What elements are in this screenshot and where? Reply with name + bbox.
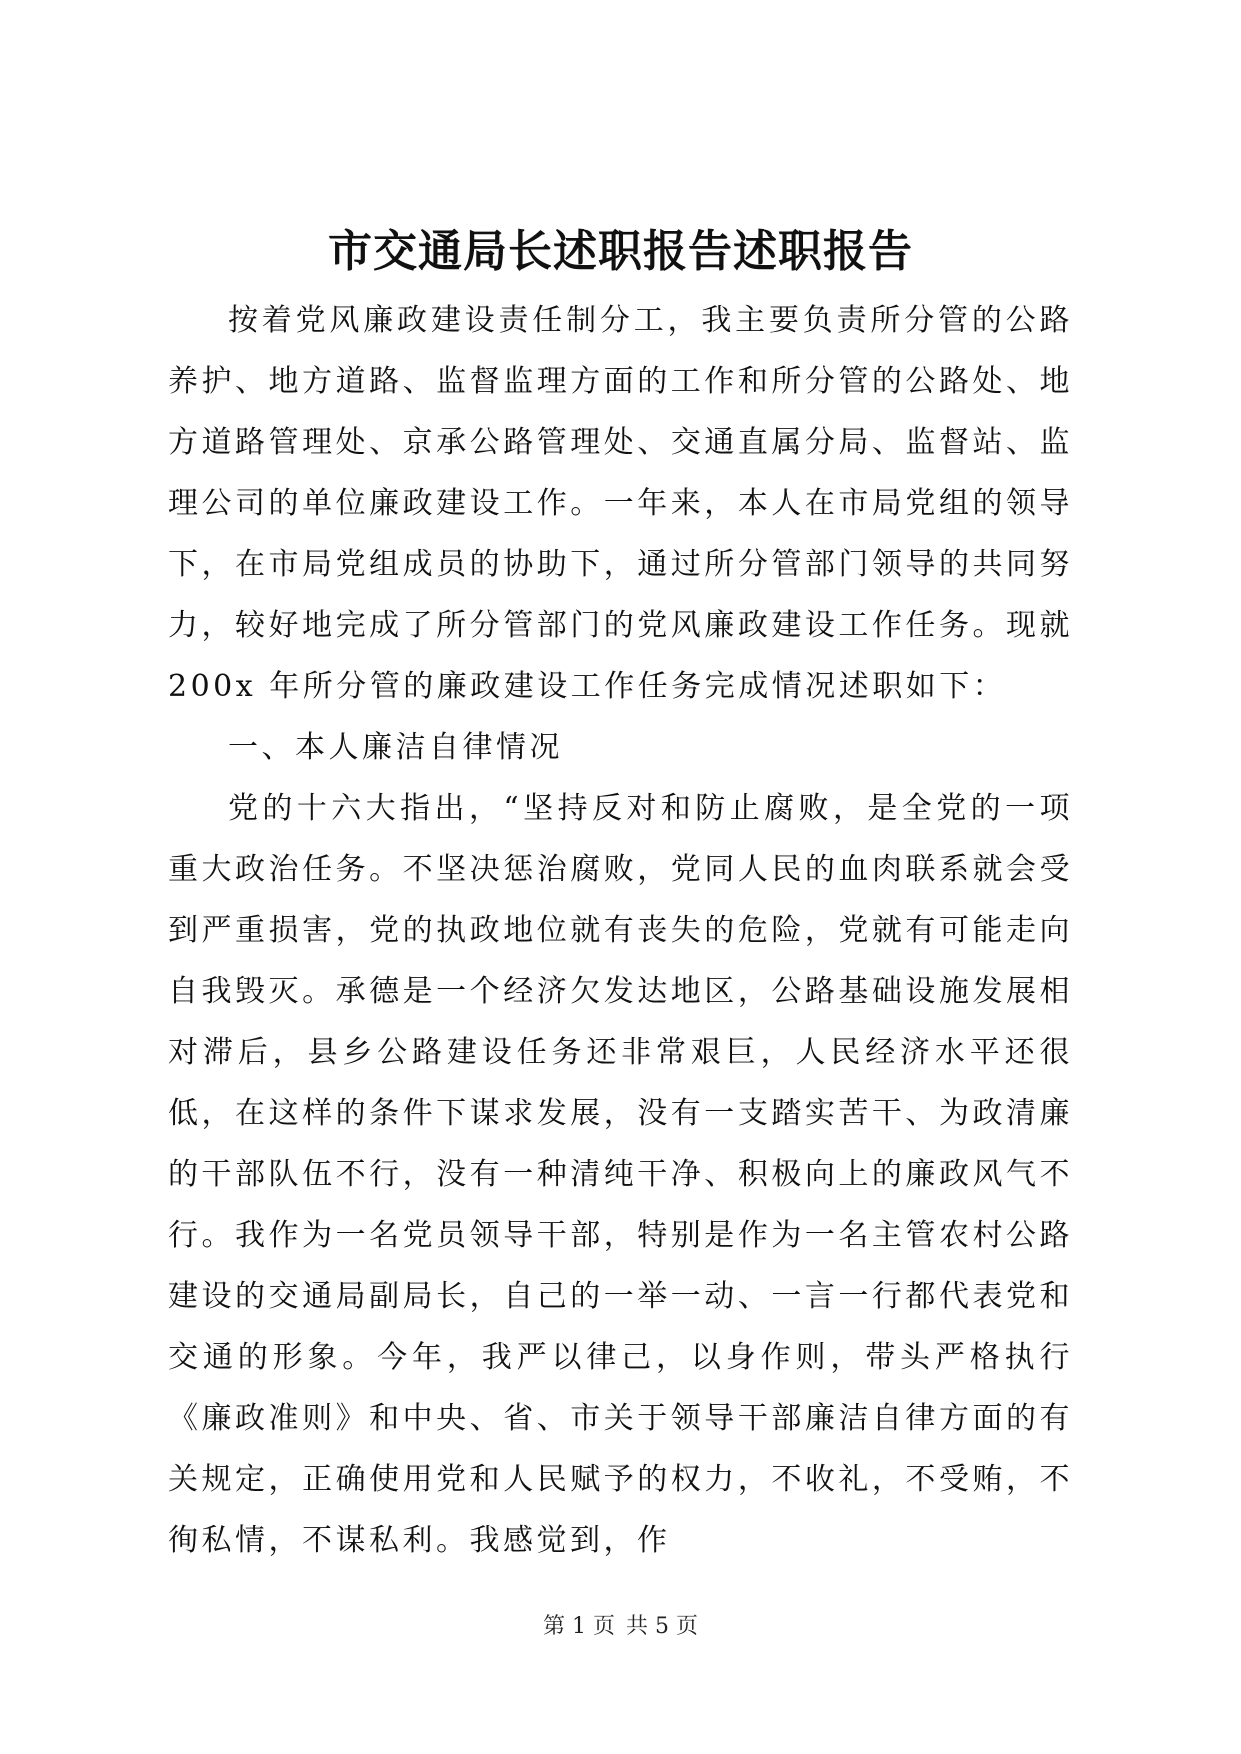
page-number: 第 1 页 bbox=[543, 1614, 615, 1639]
paragraph-self-discipline: 党的十六大指出，“坚持反对和防止腐败，是全党的一项重大政治任务。不坚决惩治腐败，党同人民的血肉联系就会受到严重损害，党的执政地位就有丧失的危险，党就有可能走向自我毁灭。承德是一个经济欠发达地区，公路基础设施发展相对滞后，县乡公路建设任务还非常艰巨，人民经济水平还很低，在这样的条件下谋求发展，没有一支踏实苦干、为政清廉的干部队伍不行，没有一种清纯干净、积极向上的廉政风气不行。我作为一名党员领导干部，特别是作为一名主管农村公路建设的交通局副局长，自己的一举一动、一言一行都代表党和交通的形象。今年，我严以律己，以身作则，带头严格执行《廉政准则》和中央、省、市关于领导干部廉洁自律方面的有关规定，正确使用党和人民赋予的权力，不收礼，不受贿，不徇私情，不谋私利。我感觉到，作 bbox=[168, 791, 1073, 1558]
paragraph-intro: 按着党风廉政建设责任制分工，我主要负责所分管的公路养护、地方道路、监督监理方面的工作和所分管的公路处、地方道路管理处、京承公路管理处、交通直属分局、监督站、监理公司的单位廉政建设工作。一年来，本人在市局党组的领导下，在市局党组成员的协助下，通过所分管部门领导的共同努力，较好地完成了所分管部门的党风廉政建设工作任务。现就 200x 年所分管的廉政建设工作任务完成情况述职如下： bbox=[168, 303, 1073, 704]
document-body bbox=[168, 290, 1073, 1571]
section-heading-1: 一、本人廉洁自律情况 bbox=[228, 730, 563, 765]
document-title: 市交通局长述职报告述职报告 bbox=[328, 226, 913, 277]
page-total: 共 5 页 bbox=[626, 1614, 698, 1639]
page-footer bbox=[0, 1612, 1241, 1642]
